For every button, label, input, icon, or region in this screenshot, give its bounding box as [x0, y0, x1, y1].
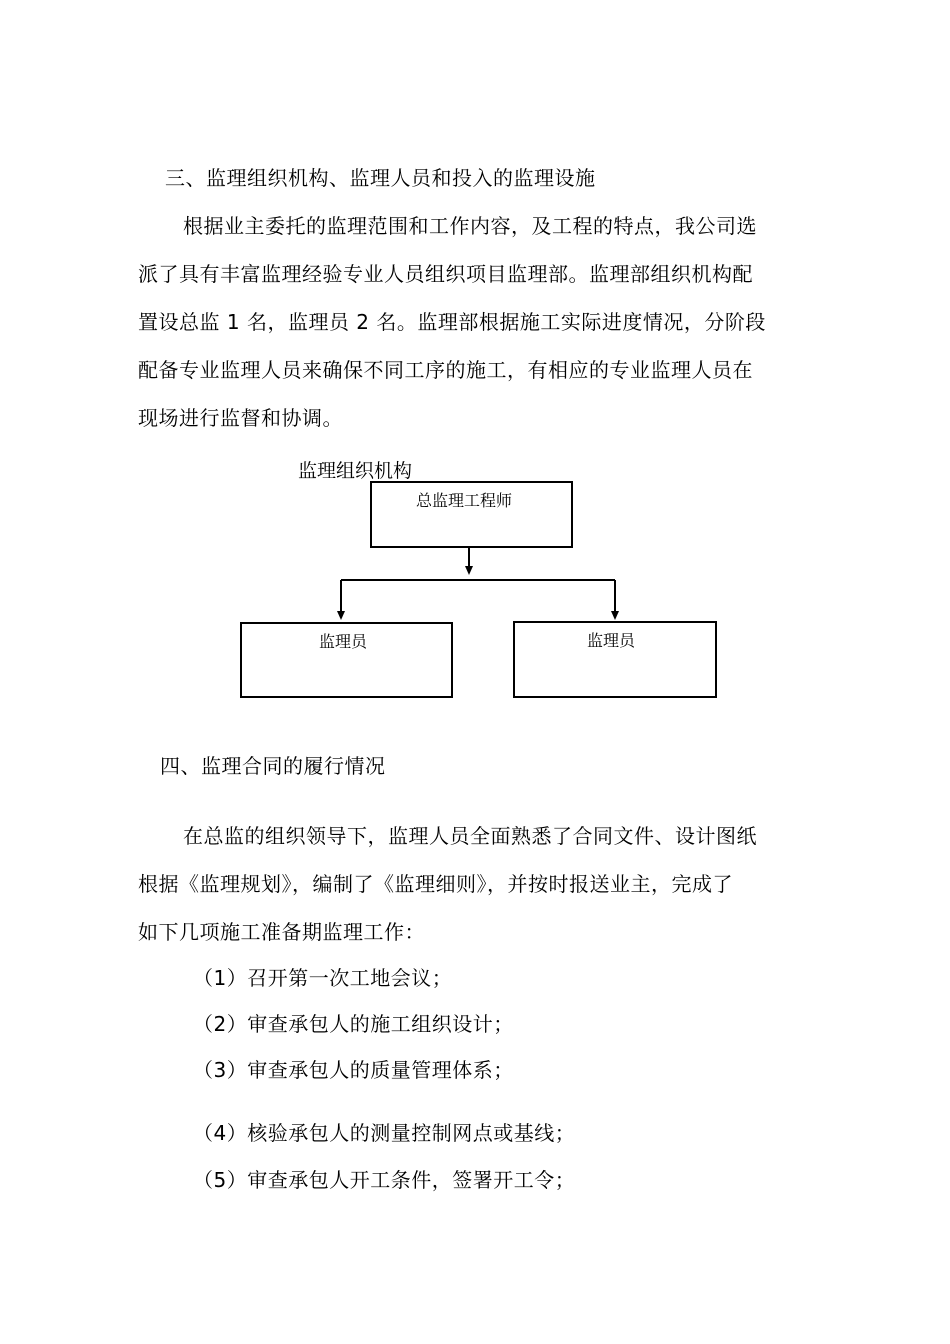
- arrowhead-top: [465, 566, 473, 575]
- arrowhead-right: [611, 611, 619, 620]
- section4-paragraph-line: 在总监的组织领导下，监理人员全面熟悉了合同文件、设计图纸: [183, 824, 757, 848]
- list-item: （5）审查承包人开工条件，签署开工令；: [193, 1168, 576, 1192]
- section4-paragraph-line: 如下几项施工准备期监理工作：: [138, 920, 425, 944]
- section3-paragraph-line: 置设总监 1 名，监理员 2 名。监理部根据施工实际进度情况，分阶段: [138, 310, 766, 334]
- list-item: （2）审查承包人的施工组织设计；: [193, 1012, 514, 1036]
- right-box-label: 监理员: [587, 631, 636, 650]
- right-box-supervisor: [513, 621, 717, 698]
- section4-paragraph-line: 根据《监理规划》，编制了《监理细则》，并按时报送业主，完成了: [138, 872, 733, 896]
- arrowhead-left: [337, 611, 345, 620]
- list-item: （1）召开第一次工地会议；: [193, 966, 453, 990]
- top-box-label: 总监理工程师: [416, 491, 513, 510]
- section3-paragraph-line: 配备专业监理人员来确保不同工序的施工，有相应的专业监理人员在: [138, 358, 753, 382]
- section3-paragraph-line: 根据业主委托的监理范围和工作内容，及工程的特点，我公司选: [183, 214, 757, 238]
- list-item: （4）核验承包人的测量控制网点或基线；: [193, 1121, 576, 1145]
- list-item: （3）审查承包人的质量管理体系；: [193, 1058, 514, 1082]
- left-box-label: 监理员: [319, 632, 368, 651]
- section3-paragraph-line: 派了具有丰富监理经验专业人员组织项目监理部。监理部组织机构配: [138, 262, 753, 286]
- org-chart-title: 监理组织机构: [298, 460, 413, 482]
- section4-heading: 四、监理合同的履行情况: [160, 754, 386, 778]
- left-box-supervisor: [240, 622, 453, 698]
- section3-paragraph-line: 现场进行监督和协调。: [138, 406, 343, 430]
- section3-heading: 三、监理组织机构、监理人员和投入的监理设施: [165, 166, 596, 190]
